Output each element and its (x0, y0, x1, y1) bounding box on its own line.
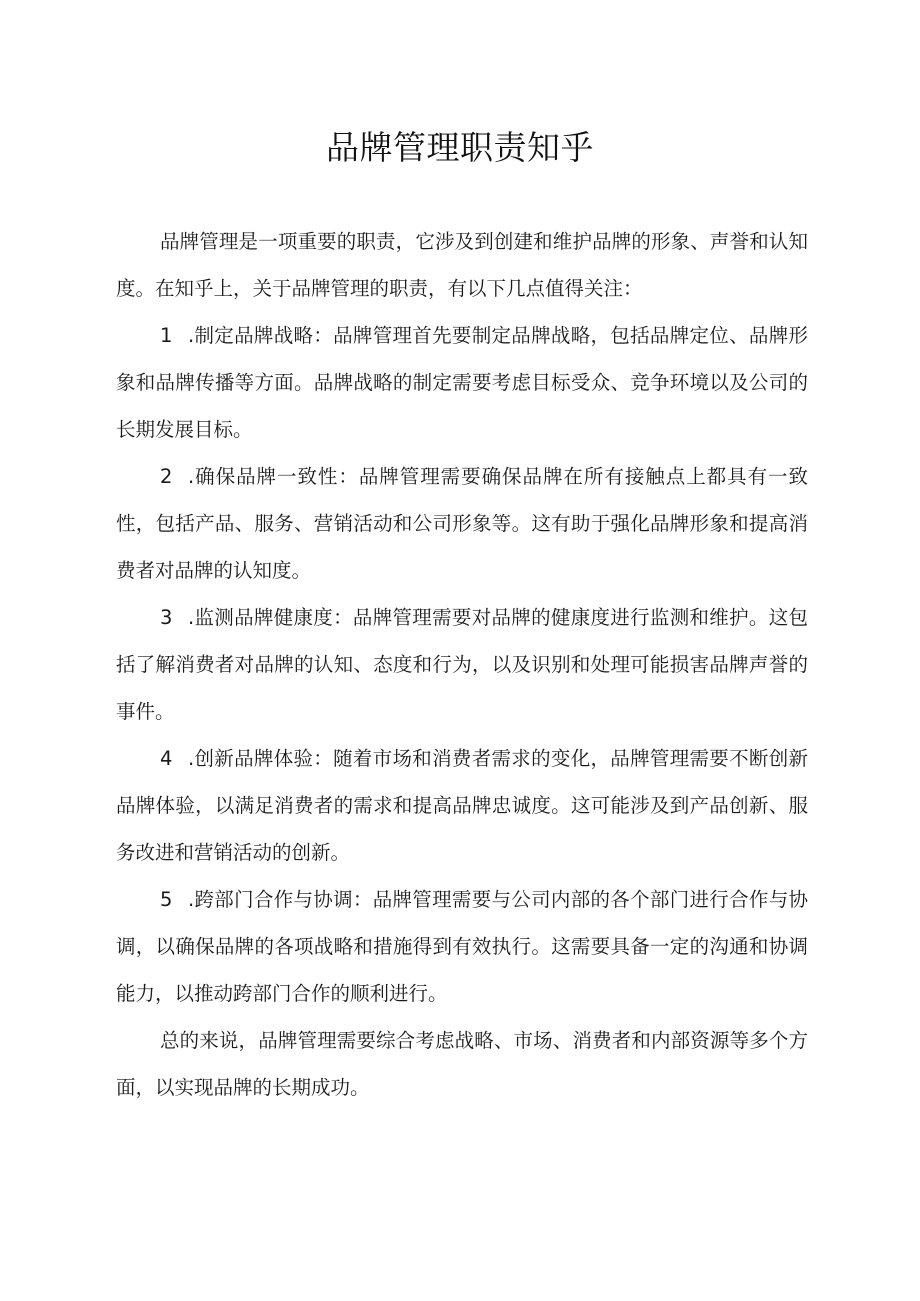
document-body (116, 218, 808, 1111)
item-text: .制定品牌战略：品牌管理首先要制定品牌战略，包括品牌定位、品牌形象和品牌传播等方面。品牌战略的制定需要考虑目标受众、竞争环境以及公司的长期发展目标。 (116, 324, 808, 441)
list-item (116, 453, 808, 594)
list-item (116, 594, 808, 735)
intro-paragraph: 品牌管理是一项重要的职责，它涉及到创建和维护品牌的形象、声誉和认知度。在知乎上，关于品牌管理的职责，有以下几点值得关注： (116, 230, 808, 300)
conclusion-paragraph: 总的来说，品牌管理需要综合考虑战略、市场、消费者和内部资源等多个方面，以实现品牌的长期成功。 (116, 1029, 808, 1099)
item-number: 3 (160, 606, 173, 629)
list-item (116, 735, 808, 876)
item-text: .监测品牌健康度：品牌管理需要对品牌的健康度进行监测和维护。这包括了解消费者对品牌的认知、态度和行为，以及识别和处理可能损害品牌声誉的事件。 (116, 606, 808, 723)
item-number: 2 (160, 465, 173, 488)
list-item (116, 876, 808, 1017)
item-number: 4 (160, 747, 173, 770)
item-text: .确保品牌一致性：品牌管理需要确保品牌在所有接触点上都具有一致性，包括产品、服务、营销活动和公司形象等。这有助于强化品牌形象和提高消费者对品牌的认知度。 (116, 465, 808, 582)
list-item (116, 312, 808, 453)
item-text: .跨部门合作与协调：品牌管理需要与公司内部的各个部门进行合作与协调，以确保品牌的各项战略和措施得到有效执行。这需要具备一定的沟通和协调能力，以推动跨部门合作的顺利进行。 (116, 888, 808, 1005)
item-number: 1 (160, 324, 173, 347)
item-number: 5 (160, 888, 173, 911)
item-text: .创新品牌体验：随着市场和消费者需求的变化，品牌管理需要不断创新品牌体验，以满足消费者的需求和提高品牌忠诚度。这可能涉及到产品创新、服务改进和营销活动的创新。 (116, 747, 808, 864)
document-title: 品牌管理职责知乎 (326, 128, 594, 167)
